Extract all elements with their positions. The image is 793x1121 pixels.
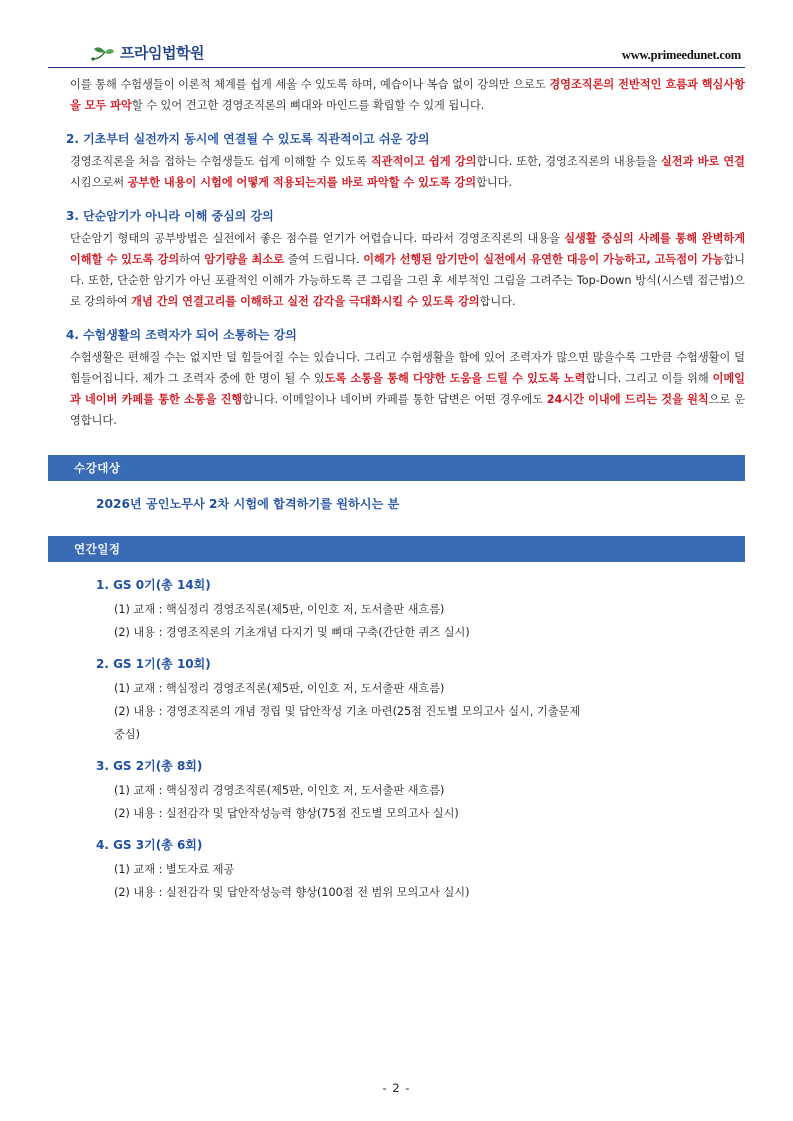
seg: 합니다. 또한, 단순한 암기가 아닌 포괄적인 이해가 가능하도록 큰 그림을 그린 후 세부적인 그림을 그려주는 Top-Down 방식(시스템 접근법)으로 강의하여	[70, 253, 745, 308]
seg: 합니다.	[479, 295, 516, 308]
schedule-item-line: (2) 내용 : 실전감각 및 답안작성능력 향상(100점 전 범위 모의고사 실시)	[114, 886, 470, 899]
schedule-item-line-continuation: 중심)	[114, 728, 140, 741]
target-audience-text: 2026년 공인노무사 2차 시험에 합격하기를 원하시는 분	[96, 497, 400, 511]
intro-highlight-1: 경영조직론의 전반적인 흐름과 핵심사항을 모두 파악	[70, 78, 745, 112]
intro-line-1: 이를 통해 수험생들이 이론적 체계를 쉽게 세울 수 있도록 하며, 예습이나 복습 없이 강의만	[70, 78, 510, 91]
intro-line-2a: 으로도	[513, 78, 550, 91]
leaf-sprout-icon	[90, 44, 116, 62]
seg-highlight: 도록 소통을 통해 다양한 도움을 드릴 수 있도록 노력	[324, 372, 586, 385]
seg-highlight: 24시간 이내에 드리는 것을 원칙	[546, 393, 709, 406]
section-heading-4: 4. 수험생활의 조력자가 되어 소통하는 강의	[66, 328, 297, 342]
seg: 합니다. 이메일이나 네이버 카페를 통한 답변은 어떤 경우에도	[242, 393, 547, 406]
seg-highlight: 공부한 내용이 시험에 어떻게 적용되는지를 바로 파악할 수 있도록 강의	[127, 176, 477, 189]
section-body-3	[48, 228, 745, 312]
schedule-item-title: 1. GS 0기(총 14회)	[96, 578, 211, 592]
schedule-item	[48, 576, 745, 643]
document-header	[48, 42, 745, 68]
seg-highlight: 실생활 중심의 사례를 통해 완벽하게 이해할 수 있도록 강의	[70, 232, 745, 266]
page-number: - 2 -	[382, 1081, 411, 1095]
intro-paragraph	[48, 74, 745, 116]
schedule-item	[48, 655, 745, 745]
schedule-item-title: 2. GS 1기(총 10회)	[96, 657, 211, 671]
section-body-4	[48, 347, 745, 431]
schedule-item-line: (2) 내용 : 경영조직론의 개념 정립 및 답안작성 기초 마련(25점 진도별 모의고사 실시, 기출문제	[114, 705, 581, 718]
brand-name: 프라임법학원	[120, 44, 204, 62]
section-bar-schedule	[48, 536, 745, 562]
section-bar-target	[48, 455, 745, 481]
section-bar-target-label: 수강대상	[74, 461, 121, 475]
schedule-item	[48, 757, 745, 824]
site-url: www.primeedunet.com	[621, 48, 741, 62]
seg-highlight: 직관적이고 쉽게 강의	[370, 155, 477, 168]
seg-highlight: 이해가 선행된 암기만이 실전에서 유연한 대응이 가능하고, 고득점이 가능	[363, 253, 724, 266]
seg: 으로 운영합니다.	[70, 393, 746, 427]
schedule-item-line: (1) 교재 : 별도자료 제공	[114, 863, 235, 876]
seg: 합니다. 또한, 경영조직론의 내용들을	[476, 155, 661, 168]
intro-line-3: 뼈대와 마인드를 확립할 수 있게 됩니다.	[290, 99, 485, 112]
seg-highlight: 실전과 바로 연결	[660, 155, 745, 168]
seg-highlight: 암기량을 최소로	[204, 253, 284, 266]
seg: 하여	[179, 253, 205, 266]
schedule-item-title: 4. GS 3기(총 6회)	[96, 838, 203, 852]
section-bar-schedule-label: 연간일정	[74, 542, 121, 556]
seg: 줄여 드립니다.	[283, 253, 364, 266]
seg: 수험생활은 편해질 수는 없지만 덜 힘들어질 수는 있습니다. 그리고 수험생활을 함에 있어 조력자가 많으면 많을수록 그만큼 수험생활이 덜 힘들어집니다. 제가 그 조력자 중에 한 명이 될 수 있	[70, 351, 745, 385]
seg-highlight: 개념 간의 연결고리를 이해하고 실전 감각을 극대화시킬 수 있도록 강의	[131, 295, 480, 308]
seg: 단순암기 형태의 공부방법은 실전에서 좋은 점수를 얻기가 어렵습니다. 따라서 경영조직론의 내용을	[70, 232, 565, 245]
section-heading-3: 3. 단순암기가 아니라 이해 중심의 강의	[66, 209, 274, 223]
seg: 시킴으로써	[70, 176, 128, 189]
section-heading-2: 2. 기초부터 실전까지 동시에 연결될 수 있도록 직관적이고 쉬운 강의	[66, 132, 430, 146]
brand	[90, 42, 204, 63]
intro-line-2c: 할 수 있어 견고한 경영조직론의	[131, 99, 287, 112]
seg: 경영조직론을 처음 접하는 수험생들도 쉽게 이해할 수 있도록	[70, 155, 371, 168]
schedule-item-line: (2) 내용 : 경영조직론의 기초개념 다지기 및 뼈대 구축(간단한 퀴즈 실시)	[114, 626, 470, 639]
schedule-item-title: 3. GS 2기(총 8회)	[96, 759, 203, 773]
seg: 합니다.	[476, 176, 513, 189]
section-body-2	[48, 151, 745, 193]
schedule-item-line: (2) 내용 : 실전감각 및 답안작성능력 향상(75점 진도별 모의고사 실시)	[114, 807, 459, 820]
schedule-item	[48, 836, 745, 903]
seg-highlight: 이메일과 네이버 카페를 통한 소통을 진행	[70, 372, 745, 406]
schedule-item-line: (1) 교재 : 핵심정리 경영조직론(제5판, 이인호 저, 도서출판 새흐름)	[114, 603, 445, 616]
seg: 합니다. 그리고 이들 위해	[585, 372, 713, 385]
schedule-item-line: (1) 교재 : 핵심정리 경영조직론(제5판, 이인호 저, 도서출판 새흐름)	[114, 784, 445, 797]
schedule-item-line: (1) 교재 : 핵심정리 경영조직론(제5판, 이인호 저, 도서출판 새흐름)	[114, 682, 445, 695]
